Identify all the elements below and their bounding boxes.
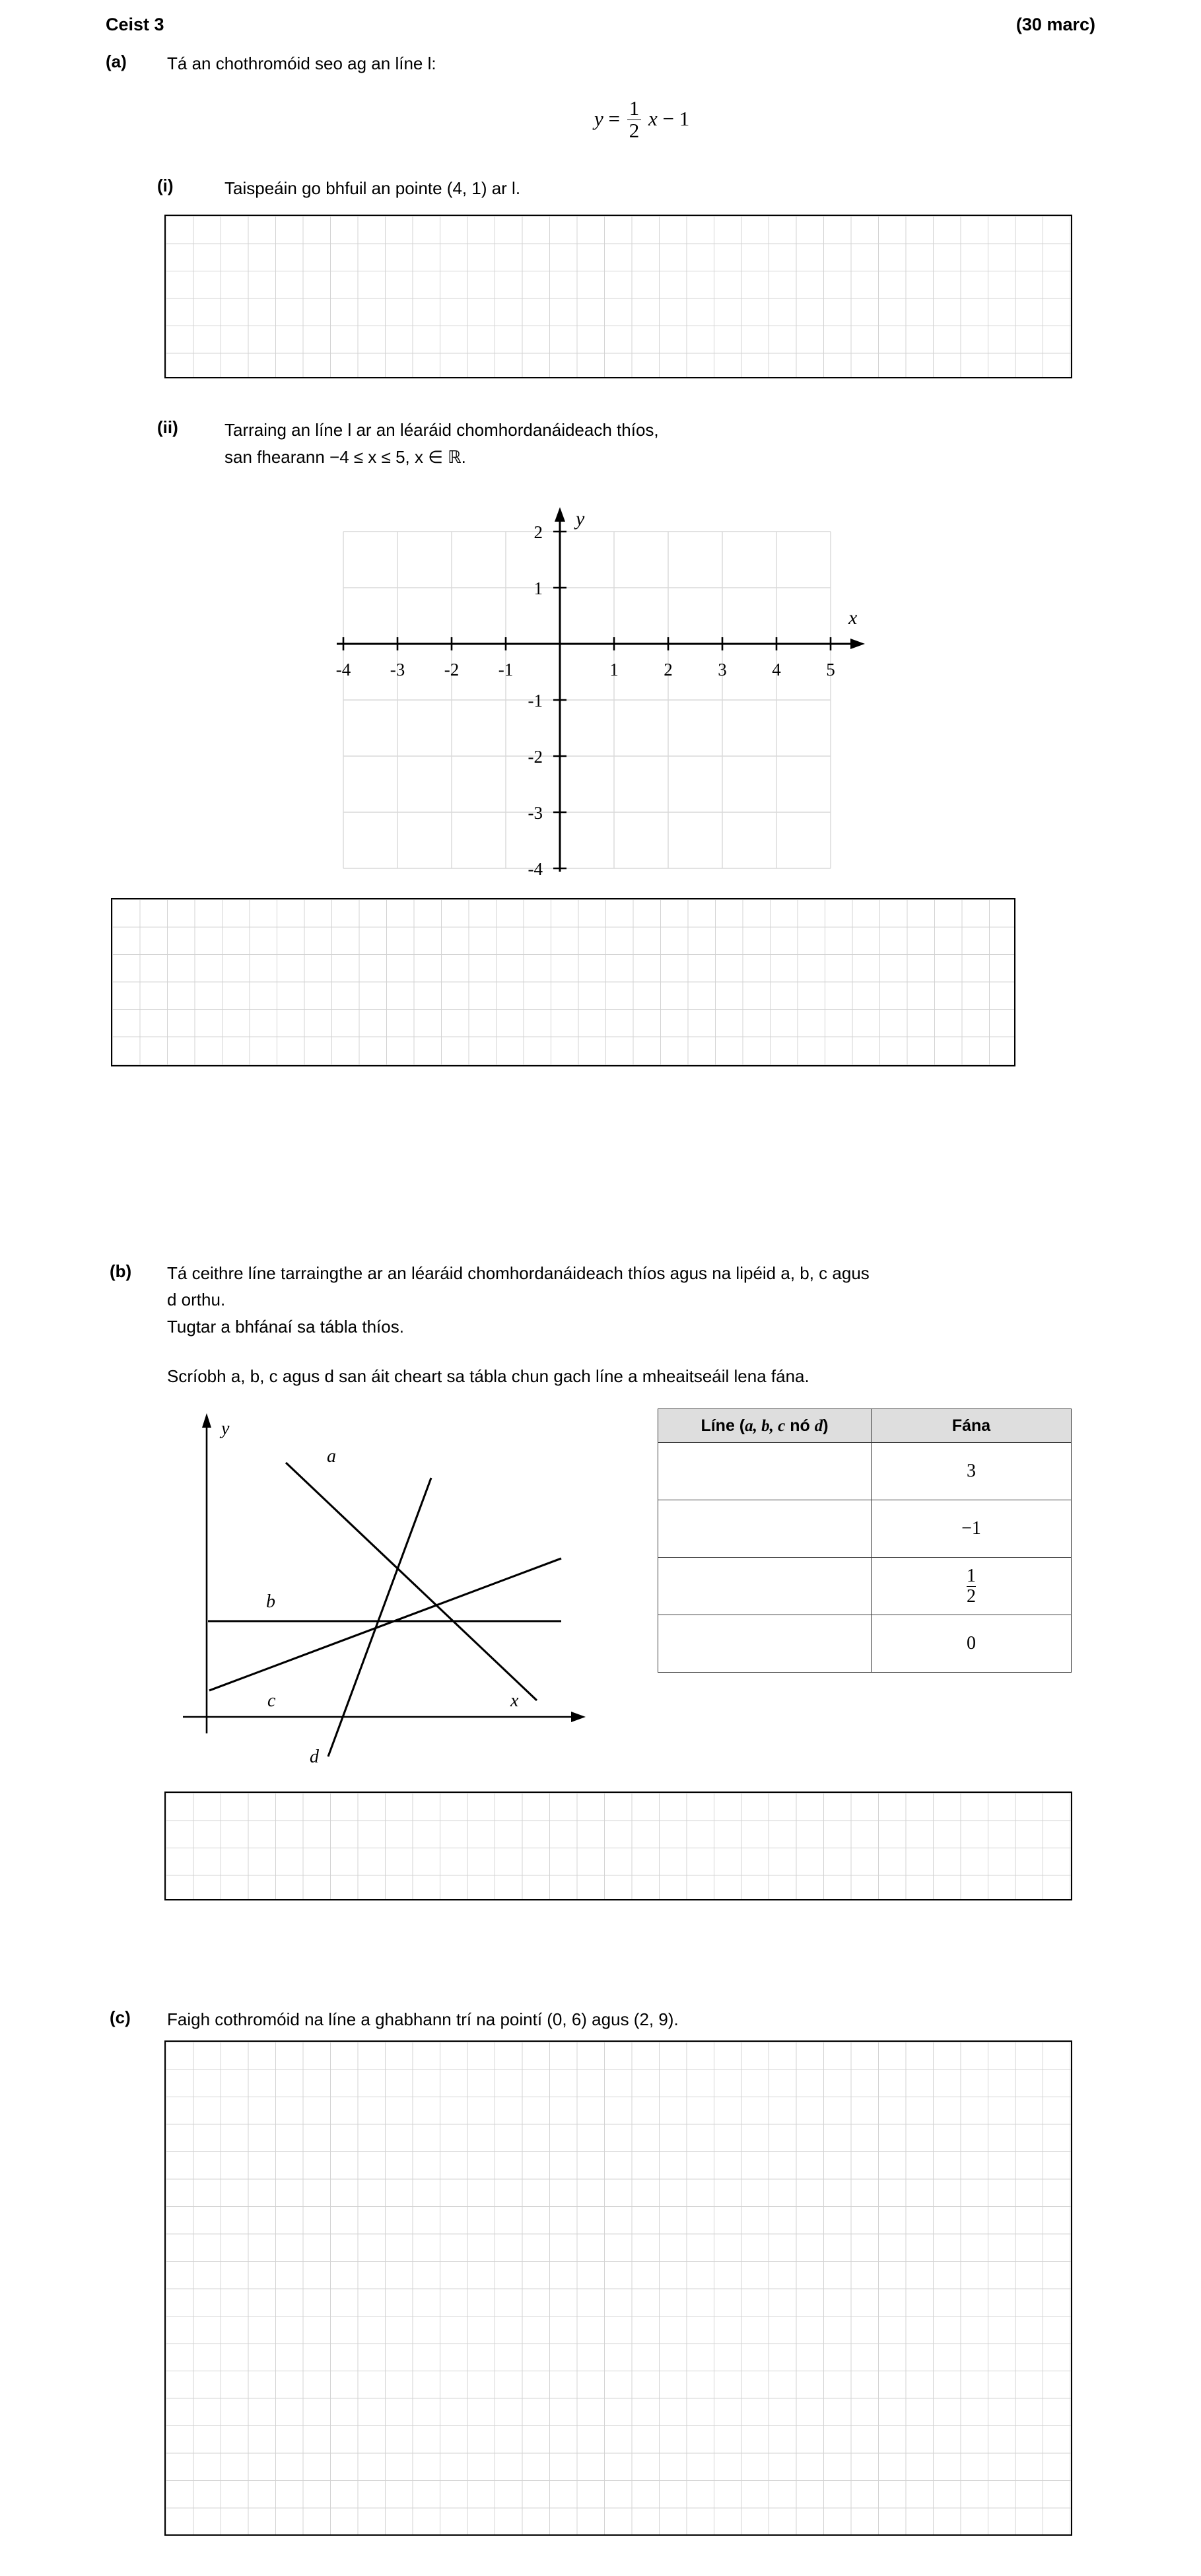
equation-line-l xyxy=(594,96,690,143)
x-tick-label: -4 xyxy=(335,660,351,679)
fraction-numerator: 1 xyxy=(629,96,640,120)
coordinate-diagram[interactable] xyxy=(310,485,885,875)
cell-slope-value-fraction xyxy=(872,1558,1072,1615)
cell-slope-value: 0 xyxy=(872,1615,1072,1673)
x-tick-label: 3 xyxy=(718,660,727,679)
y-tick-label: -3 xyxy=(528,803,543,823)
part-b-letter: (b) xyxy=(110,1261,132,1281)
y-tick-label: -1 xyxy=(528,691,543,711)
page-title: Ceist 3 xyxy=(106,15,164,34)
four-lines-diagram[interactable] xyxy=(175,1400,598,1770)
x-tick-label: 5 xyxy=(826,660,835,679)
grid-lines xyxy=(343,532,831,868)
cell-line-answer[interactable] xyxy=(658,1443,872,1500)
table-row[interactable] xyxy=(658,1443,1072,1500)
part-c-letter: (c) xyxy=(110,2007,131,2027)
x-axis-arrow xyxy=(571,1712,586,1722)
part-c-text: Faigh cothromóid na líne a ghabhann trí na pointí (0, 6) agus (2, 9). xyxy=(167,2009,679,2029)
column-header-slope: Fána xyxy=(872,1409,1072,1443)
part-b-text-line4: Scríobh a, b, c agus d san áit cheart sa tábla chun gach líne a mheaitseáil lena fána. xyxy=(167,1366,809,1386)
cell-line-answer[interactable] xyxy=(658,1500,872,1558)
part-a-i-letter: (i) xyxy=(157,176,174,195)
cell-slope-value: −1 xyxy=(872,1500,1072,1558)
y-tick-labels xyxy=(528,522,543,875)
x-tick-label: -3 xyxy=(390,660,405,679)
four-lines-svg xyxy=(175,1400,598,1770)
y-axis-label: y xyxy=(576,508,585,530)
slopes-table[interactable] xyxy=(658,1409,1072,1673)
table-row[interactable] xyxy=(658,1558,1072,1615)
y-axis-label: y xyxy=(221,1418,230,1439)
y-tick-label: 2 xyxy=(533,522,543,542)
header-line-prefix: Líne ( xyxy=(701,1416,745,1435)
line-d xyxy=(328,1478,431,1757)
x-axis-arrow xyxy=(850,639,865,649)
part-a-ii-letter: (ii) xyxy=(157,417,178,437)
line-label-a: a xyxy=(327,1446,336,1467)
answer-grid-c[interactable] xyxy=(164,2040,1072,2536)
y-tick-label: -2 xyxy=(528,747,543,767)
part-a-i-text: Taispeáin go bhfuil an pointe (4, 1) ar l. xyxy=(224,178,521,198)
equation-equals: = xyxy=(608,107,620,131)
part-a-ii-text-line1: Tarraing an líne l ar an léaráid chomhordanáideach thíos, xyxy=(224,420,659,440)
slope-numerator: 1 xyxy=(967,1566,976,1587)
part-a-text: Tá an chothromóid seo ag an líne l: xyxy=(167,53,436,73)
line-label-b: b xyxy=(266,1591,275,1612)
answer-grid-a-i[interactable] xyxy=(164,215,1072,378)
table-header-row xyxy=(658,1409,1072,1443)
x-axis-label: x xyxy=(510,1690,519,1711)
equation-lhs: y xyxy=(594,107,603,131)
header-line-suffix: ) xyxy=(823,1416,829,1435)
part-a-letter: (a) xyxy=(106,52,127,71)
x-tick-labels xyxy=(336,660,835,679)
cell-line-answer[interactable] xyxy=(658,1615,872,1673)
y-axis-arrow xyxy=(202,1413,211,1428)
part-b-text-line3: Tugtar a bhfánaí sa tábla thíos. xyxy=(167,1317,404,1337)
slope-fraction xyxy=(967,1567,976,1606)
x-axis-label: x xyxy=(848,607,858,629)
coordinate-diagram-svg xyxy=(310,485,885,875)
line-c xyxy=(209,1558,561,1690)
answer-grid-a-ii[interactable] xyxy=(111,898,1015,1066)
y-tick-label: 1 xyxy=(533,578,543,598)
x-tick-label: 2 xyxy=(664,660,673,679)
table-row[interactable] xyxy=(658,1615,1072,1673)
equation-fraction xyxy=(627,98,642,141)
part-b-text-line1: Tá ceithre líne tarraingthe ar an léaráid chomhordanáideach thíos agus na lipéid a, b, c agus xyxy=(167,1263,870,1283)
y-axis-arrow xyxy=(555,507,565,522)
header-line-d: d xyxy=(814,1416,823,1435)
cell-slope-value: 3 xyxy=(872,1443,1072,1500)
column-header-line xyxy=(658,1409,872,1443)
cell-line-answer[interactable] xyxy=(658,1558,872,1615)
x-tick-label: -1 xyxy=(498,660,514,679)
equation-variable: x xyxy=(648,107,658,131)
marks-label: (30 marc) xyxy=(1015,15,1095,34)
x-tick-label: 4 xyxy=(772,660,781,679)
part-a-ii-text-line2: san fhearann −4 ≤ x ≤ 5, x ∈ ℝ. xyxy=(224,447,466,467)
equation-constant: 1 xyxy=(679,107,690,131)
x-tick-label: -2 xyxy=(444,660,460,679)
line-label-c: c xyxy=(267,1690,276,1711)
fraction-denominator: 2 xyxy=(627,120,642,142)
header-line-vars: a, b, c xyxy=(745,1416,786,1435)
answer-grid-b[interactable] xyxy=(164,1792,1072,1900)
header-line-mid: nó xyxy=(785,1416,815,1435)
line-label-d: d xyxy=(310,1747,319,1767)
equation-minus: − xyxy=(662,107,674,131)
part-b-text-line2: d orthu. xyxy=(167,1290,226,1309)
x-tick-label: 1 xyxy=(609,660,619,679)
y-tick-label: -4 xyxy=(528,859,543,875)
table-row[interactable] xyxy=(658,1500,1072,1558)
slope-denominator: 2 xyxy=(967,1586,976,1607)
